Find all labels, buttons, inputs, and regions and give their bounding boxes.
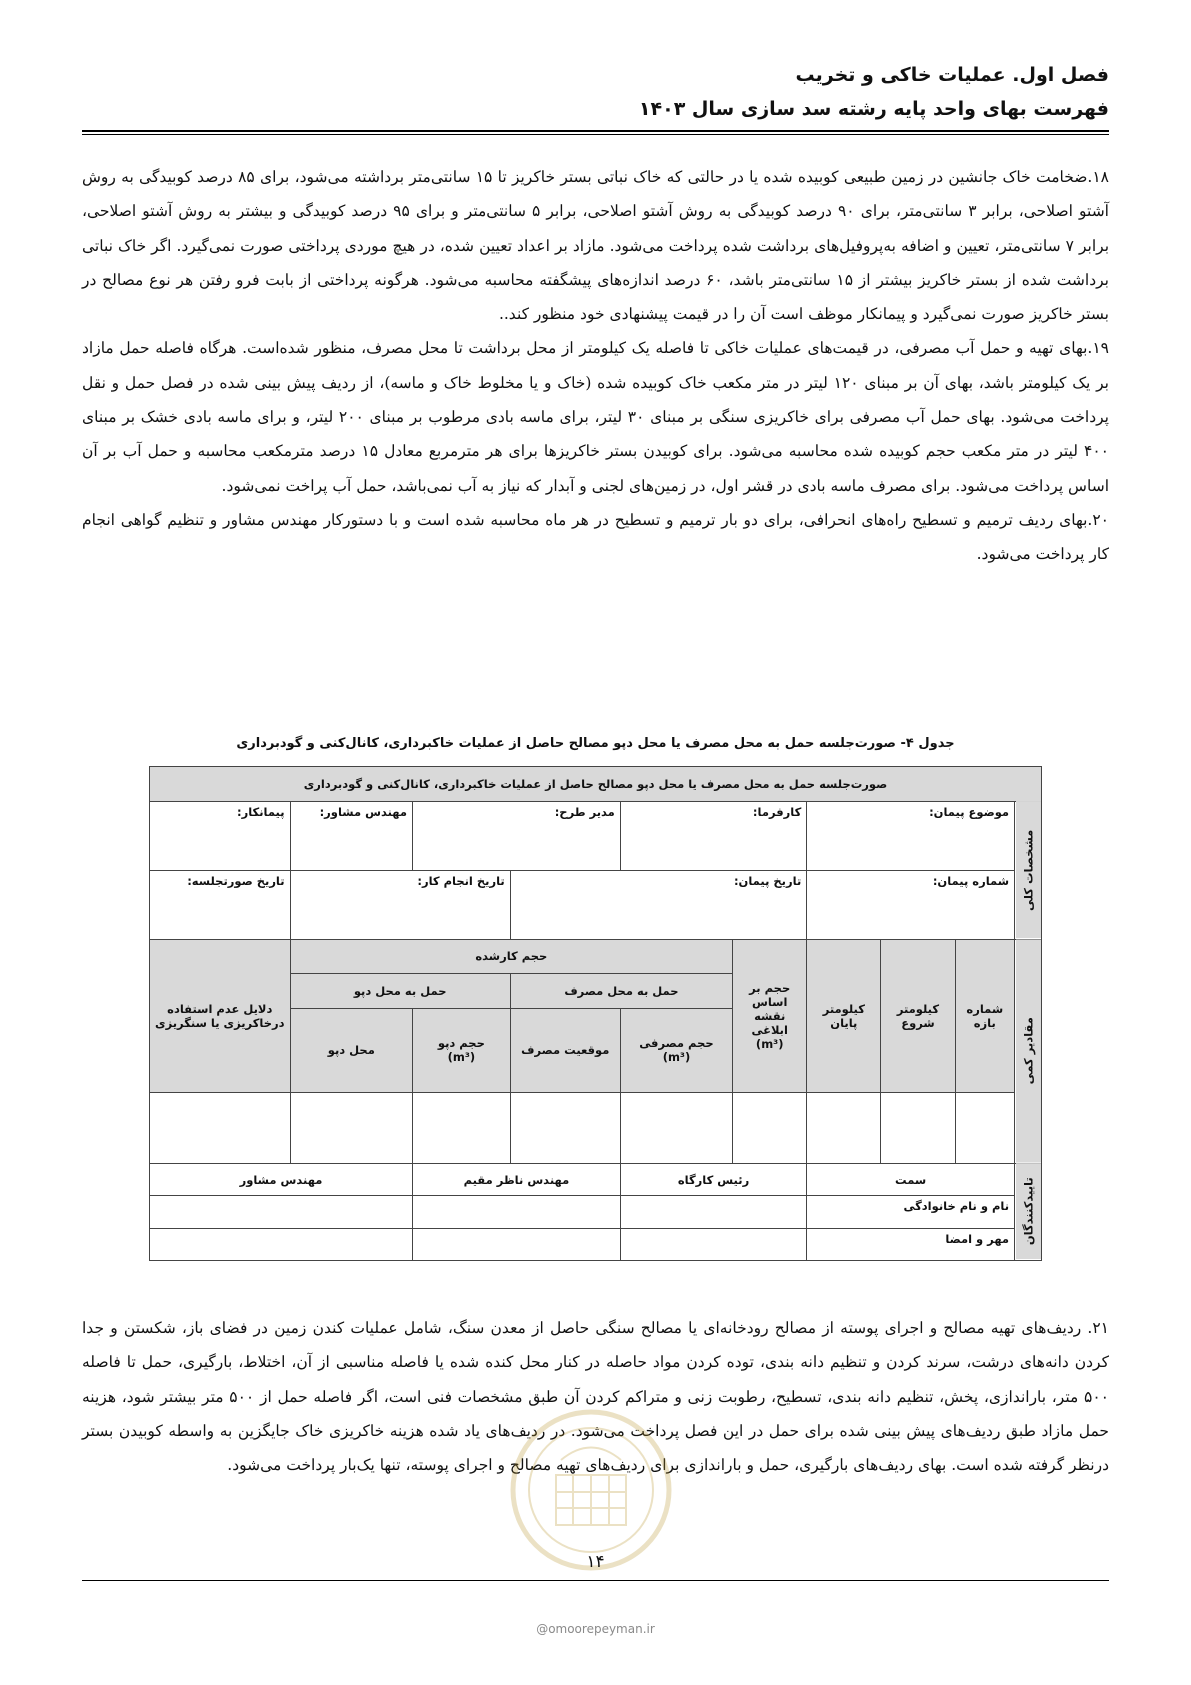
col-used-volume-unit: (m³) xyxy=(662,1050,691,1065)
signature-cell xyxy=(413,1196,621,1228)
body-paragraphs-top xyxy=(82,160,1109,572)
data-cell xyxy=(955,1092,1015,1163)
consultant-field: مهندس مشاور: xyxy=(290,801,412,870)
col-km-start: کیلومتر شروع xyxy=(881,939,955,1092)
watermark-site: @omoorepeyman.ir xyxy=(536,1622,655,1636)
data-cell xyxy=(150,1092,291,1163)
paragraph-19: ۱۹.بهای تهیه و حمل آب مصرفی، در قیمت‌های عملیات خاکی تا فاصله یک کیلومتر از محل برداشت تا محل مصرف، منظور شده‌است. هرگاه فاصله حمل مازاد بر یک کیلومتر باشد، بهای آن بر مبنای ۱۲۰ لیتر در متر مکعب خاک کوبیده شده (خاک و یا مخلوط خاک و ماسه)، از ردیف پیش بینی شده در فصل حمل و نقل پرداخت می‌شود. بهای حمل آب مصرفی برای خاکریزی سنگی بر مبنای ۳۰ لیتر، برای ماسه بادی مرطوب بر مبنای ۲۰۰ لیتر، و برای ماسه بادی خشک بر مبنای ۴۰۰ لیتر در متر مکعب حجم کوبیده شده محاسبه می‌شود. برای کوبیدن بستر خاکریزها برای هر مترمربع معادل ۱۵ درصد مترمکعب محاسبه و حمل آب بر آن اساس پرداخت می‌شود. برای مصرف ماسه بادی در قشر اول، در زمین‌های لجنی و آبدار که نیاز به آب نمی‌باشد، حمل آب پراخت نمی‌شود. xyxy=(82,339,1109,495)
col-reasons: دلایل عدم استفاده درخاکریزی یا سنگریزی xyxy=(150,939,291,1092)
employer-field: کارفرما: xyxy=(620,801,806,870)
minutes-date-field: تاریخ صورتجلسه: xyxy=(150,870,291,939)
seal-signature-label: مهر و امضا xyxy=(807,1228,1015,1260)
col-used-volume xyxy=(620,1008,732,1092)
contractor-field: پیمانکار: xyxy=(150,801,291,870)
col-depot-location: محل دپو xyxy=(290,1008,412,1092)
data-cell xyxy=(510,1092,620,1163)
paragraph-21: ۲۱. ردیف‌های تهیه مصالح و اجرای پوسته از مصالح رودخانه‌ای یا مصالح سنگی حاصل از معدن سنگ، شامل عملیات کندن زمین در فضای باز، شکستن و جدا کردن دانه‌های درشت، سرند کردن و تنظیم دانه بندی، توده کردن مواد حاصله در کنار محل کنده شده یا فاصله مناسبی از آن، اختلاط، بارگیری، حمل تا فاصله ۵۰۰ متر، باراندازی، پخش، تنظیم دانه بندی، تسطیح، رطوبت زنی و متراکم کردن آن طبق مشخصات فنی است، اگر فاصله حمل از ۵۰۰ متر بیشتر شود، هزینه حمل مازاد طبق ردیف‌های پیش بینی شده برای حمل در این فصل پرداخت می‌شود. در ردیف‌های یاد شده هزینه خاکریزی خاک جایگزین به واسطه کوبیدن بستر درنظر گرفته شده است. بهای ردیف‌های بارگیری، حمل و باراندازی برای ردیف‌های تهیه مصالح و اجرای پوسته، تنها یک‌بار پرداخت می‌شود. xyxy=(82,1319,1109,1475)
section-approvers-label: تاییدکنندگان xyxy=(1015,1163,1042,1260)
contract-subject-field: موضوع پیمان: xyxy=(807,801,1015,870)
col-volume-plan-label: حجم بر اساس نقشه ابلاغی xyxy=(749,980,791,1037)
section-general-label: مشخصات کلی xyxy=(1015,801,1042,939)
role-label: سمت xyxy=(807,1163,1015,1195)
paragraph-18: ۱۸.ضخامت خاک جانشین در زمین طبیعی کوبیده شده یا در حالتی که خاک نباتی بستر خاکریز تا ۱۵ سانتی‌متر برداشته می‌شود، برای ۸۵ درصد کوبیدگی به روش آشتو اصلاحی، برابر ۳ سانتی‌متر، برای ۹۰ درصد کوبیدگی به روش آشتو اصلاحی، برابر ۵ سانتی‌متر و برای ۹۵ درصد کوبیدگی و بیشتر به روش آشتو اصلاحی، برابر ۷ سانتی‌متر، تعیین و اضافه به‌پروفیل‌های برداشت شده پرداخت می‌شود. مازاد بر اعداد تعیین شده، در هیچ موردی پرداختی صورت نمی‌گیرد. اگر خاک نباتی برداشت شده از بستر خاکریز بیشتر از ۱۵ سانتی‌متر باشد، ۶۰ درصد اندازه‌های پیشگفته محاسبه می‌شود. هرگونه پرداختی از بابت فرو رفتن هر نوع مصالح در بستر خاکریز صورت نمی‌گیرد و پیمانکار موظف است آن را در قیمت پیشنهادی خود منظور کند.. xyxy=(82,168,1110,324)
col-segment-no: شماره بازه xyxy=(955,939,1015,1092)
col-depot-volume-label: حجم دپو xyxy=(437,1036,485,1051)
work-date-field: تاریخ انجام کار: xyxy=(290,870,510,939)
site-head-label: رئیس کارگاه xyxy=(620,1163,806,1195)
data-cell xyxy=(881,1092,955,1163)
body-paragraphs-bottom xyxy=(82,1311,1109,1482)
data-cell xyxy=(733,1092,807,1163)
contract-date-field: تاریخ پیمان: xyxy=(510,870,807,939)
data-cell xyxy=(290,1092,412,1163)
project-manager-field: مدیر طرح: xyxy=(413,801,621,870)
signature-cell xyxy=(620,1228,806,1260)
header-rule-thin xyxy=(82,134,1109,135)
page-header xyxy=(639,58,1109,126)
signature-cell xyxy=(150,1196,413,1228)
paragraph-20: ۲۰.بهای ردیف ترمیم و تسطیح راه‌های انحرافی، برای دو بار ترمیم و تسطیح در هر ماه محاسبه شده است و با دستورکار مهندس مشاور و تنظیم گواهی انجام کار پرداخت می‌شود. xyxy=(82,510,1109,564)
col-volume-plan xyxy=(733,939,807,1092)
col-to-use: حمل به محل مصرف xyxy=(510,974,732,1009)
footer-rule xyxy=(82,1580,1109,1581)
table-caption: جدول ۴- صورت‌جلسه حمل به محل مصرف یا محل دپو مصالح حاصل از عملیات خاکبرداری، کانال‌کنی و گودبرداری xyxy=(236,736,955,751)
col-depot-volume-unit: (m³) xyxy=(447,1050,476,1065)
data-cell xyxy=(620,1092,732,1163)
col-volume-done: حجم کارشده xyxy=(290,939,733,974)
contract-number-field: شماره پیمان: xyxy=(807,870,1015,939)
document-title: فهرست بهای واحد پایه رشته سد سازی سال ۱۴۰۳ xyxy=(638,98,1109,120)
header-rule xyxy=(82,130,1109,132)
data-cell xyxy=(413,1092,511,1163)
data-cell xyxy=(807,1092,881,1163)
page-number: ۱۴ xyxy=(586,1552,605,1572)
chapter-title: فصل اول. عملیات خاکی و تخریب xyxy=(795,64,1109,86)
col-use-location: موقعیت مصرف xyxy=(510,1008,620,1092)
consulting-engineer-label: مهندس مشاور xyxy=(150,1163,413,1195)
resident-engineer-label: مهندس ناظر مقیم xyxy=(413,1163,621,1195)
col-km-end: کیلومتر پایان xyxy=(807,939,881,1092)
full-name-label: نام و نام خانوادگی xyxy=(807,1196,1015,1228)
col-used-volume-label: حجم مصرفی xyxy=(639,1036,714,1051)
col-volume-plan-unit: (m³) xyxy=(755,1036,784,1051)
signature-cell xyxy=(620,1196,806,1228)
signature-cell xyxy=(150,1228,413,1260)
col-depot-volume xyxy=(413,1008,511,1092)
form-title: صورت‌جلسه حمل به محل مصرف یا محل دپو مصالح حاصل از عملیات خاکبرداری، کانال‌کنی و گودبرداری xyxy=(150,767,1042,802)
haulage-minutes-form xyxy=(149,766,1042,1261)
signature-cell xyxy=(413,1228,621,1260)
section-quantity-label: مقادیر کمی xyxy=(1015,939,1042,1163)
col-to-depot: حمل به محل دپو xyxy=(290,974,510,1009)
